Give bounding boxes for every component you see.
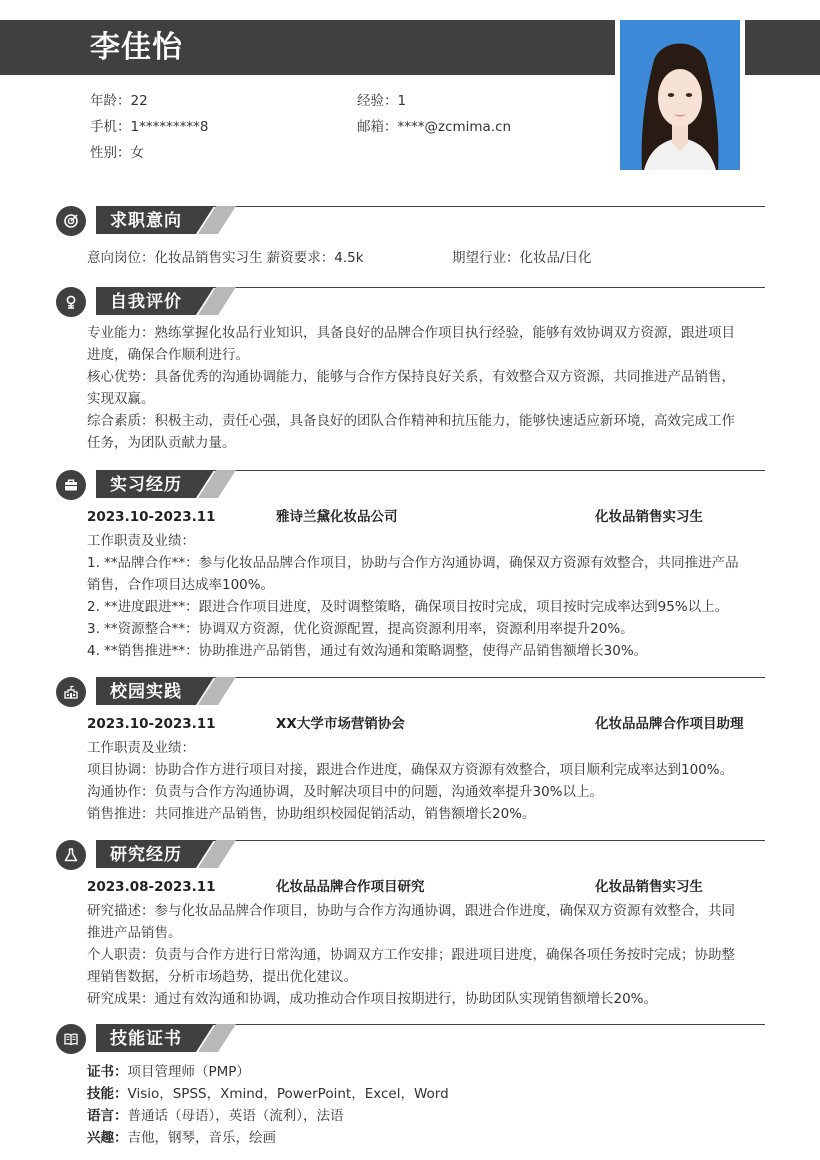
research-line: 研究成果：通过有效沟通和协调，成功推动合作项目按期进行，协助团队实现销售额增长20%。 xyxy=(87,991,658,1007)
skill-row-certificate xyxy=(87,1061,767,1083)
email-field xyxy=(357,118,511,136)
self-eval-line: 核心优势：具备优秀的沟通协调能力，能够与合作方保持良好关系，有效整合双方资源，共同推进产品销售， xyxy=(87,369,735,385)
research-line: 个人职责：负责与合作方进行日常沟通，协调双方工作安排；跟进项目进度，确保各项任务按时完成；协助整 xyxy=(87,947,735,963)
internship-role: 化妆品销售实习生 xyxy=(595,509,703,525)
skill-value: 吉他，钢琴，音乐，绘画 xyxy=(127,1130,276,1146)
research-role: 化妆品销售实习生 xyxy=(595,879,703,895)
campus-date: 2023.10-2023.11 xyxy=(87,716,216,732)
internship-date: 2023.10-2023.11 xyxy=(87,509,216,525)
research-line: 推进产品销售。 xyxy=(87,925,182,941)
expected-industry: 期望行业：化妆品/日化 xyxy=(452,250,592,266)
research-date: 2023.08-2023.11 xyxy=(87,879,216,895)
skill-label: 技能： xyxy=(87,1086,128,1102)
phone-field xyxy=(90,118,208,136)
internship-header-row xyxy=(87,506,767,528)
research-line: 理销售数据，分析市场趋势，提出优化建议。 xyxy=(87,969,357,985)
flower-icon xyxy=(56,287,86,317)
section-title: 校园实践 xyxy=(110,682,182,702)
self-eval-line: 任务，为团队贡献力量。 xyxy=(87,435,236,451)
self-eval-line: 实现双赢。 xyxy=(87,391,155,407)
skill-label: 兴趣： xyxy=(87,1130,128,1146)
phone-label: 手机： xyxy=(90,119,131,135)
campus-line: 沟通协作：负责与合作方沟通协调，及时解决项目中的问题，沟通效率提升30%以上。 xyxy=(87,784,604,800)
campus-line: 销售推进：共同推进产品销售，协助组织校园促销活动，销售额增长20%。 xyxy=(87,806,536,822)
school-icon xyxy=(56,677,86,707)
intention-row xyxy=(87,247,767,269)
portrait-icon xyxy=(620,20,740,170)
section-title: 自我评价 xyxy=(110,292,182,312)
campus-org: XX大学市场营销协会 xyxy=(276,716,405,732)
section-title: 研究经历 xyxy=(110,845,182,865)
self-eval-line: 专业能力：熟练掌握化妆品行业知识，具备良好的品牌合作项目执行经验，能够有效协调双方资源，跟进项目 xyxy=(87,325,735,341)
email-label: 邮箱： xyxy=(357,119,398,135)
internship-line: 1. **品牌合作**：参与化妆品品牌合作项目，协助与合作方沟通协调，确保双方资源有效整合，共同推进产品 xyxy=(87,555,739,571)
intended-position: 意向岗位：化妆品销售实习生 xyxy=(87,250,263,266)
section-title: 技能证书 xyxy=(110,1029,182,1049)
age-label: 年龄： xyxy=(90,93,131,109)
gender-value: 女 xyxy=(130,145,144,161)
internship-line: 工作职责及业绩： xyxy=(87,533,195,549)
internship-org: 雅诗兰黛化妆品公司 xyxy=(276,509,398,525)
internship-line: 4. **销售推进**：协助推进产品销售，通过有效沟通和策略调整，使得产品销售额增长30%。 xyxy=(87,643,648,659)
skill-value: 项目管理师（PMP） xyxy=(127,1064,250,1080)
campus-role: 化妆品品牌合作项目助理 xyxy=(595,716,744,732)
email-value: ****@zcmima.cn xyxy=(397,119,512,135)
internship-line: 销售，合作项目达成率100%。 xyxy=(87,577,275,593)
internship-line: 2. **进度跟进**：跟进合作项目进度，及时调整策略，确保项目按时完成，项目按时完成率达到95%以上。 xyxy=(87,599,729,615)
campus-line: 项目协调：协助合作方进行项目对接，跟进合作进度，确保双方资源有效整合，项目顺利完成率达到100%。 xyxy=(87,762,734,778)
internship-line: 3. **资源整合**：协调双方资源，优化资源配置，提高资源利用率，资源利用率提升20%。 xyxy=(87,621,634,637)
skill-value: 普通话（母语），英语（流利），法语 xyxy=(127,1108,344,1124)
header-bar-right xyxy=(745,20,820,75)
flask-icon xyxy=(56,840,86,870)
research-line: 研究描述：参与化妆品品牌合作项目，协助与合作方沟通协调，跟进合作进度，确保双方资源有效整合，共同 xyxy=(87,903,735,919)
briefcase-icon xyxy=(56,470,86,500)
self-eval-line: 进度，确保合作顺利进行。 xyxy=(87,347,249,363)
gender-field xyxy=(90,144,144,162)
campus-line: 工作职责及业绩： xyxy=(87,740,195,756)
gender-label: 性别： xyxy=(90,145,131,161)
experience-label: 经验： xyxy=(357,93,398,109)
phone-value: 1*********8 xyxy=(130,119,209,135)
target-icon xyxy=(56,206,86,236)
self-eval-line: 综合素质：积极主动，责任心强，具备良好的团队合作精神和抗压能力，能够快速适应新环境，高效完成工作 xyxy=(87,413,735,429)
book-icon xyxy=(56,1024,86,1054)
skill-label: 语言： xyxy=(87,1108,128,1124)
research-header-row xyxy=(87,876,767,898)
section-title: 求职意向 xyxy=(110,211,182,231)
age-field xyxy=(90,92,148,110)
skill-row-interests xyxy=(87,1127,767,1149)
salary-expectation: 薪资要求：4.5k xyxy=(266,250,364,266)
age-value: 22 xyxy=(130,93,148,109)
experience-value: 1 xyxy=(397,93,407,109)
campus-header-row xyxy=(87,713,767,735)
skill-row-languages xyxy=(87,1105,767,1127)
research-project: 化妆品品牌合作项目研究 xyxy=(276,879,425,895)
skill-value: Visio，SPSS，Xmind，PowerPoint，Excel，Word xyxy=(127,1086,449,1102)
experience-field xyxy=(357,92,406,110)
skill-row-skills xyxy=(87,1083,767,1105)
skill-label: 证书： xyxy=(87,1064,128,1080)
profile-photo xyxy=(620,20,740,170)
candidate-name: 李佳怡 xyxy=(90,30,183,65)
section-title: 实习经历 xyxy=(110,475,182,495)
